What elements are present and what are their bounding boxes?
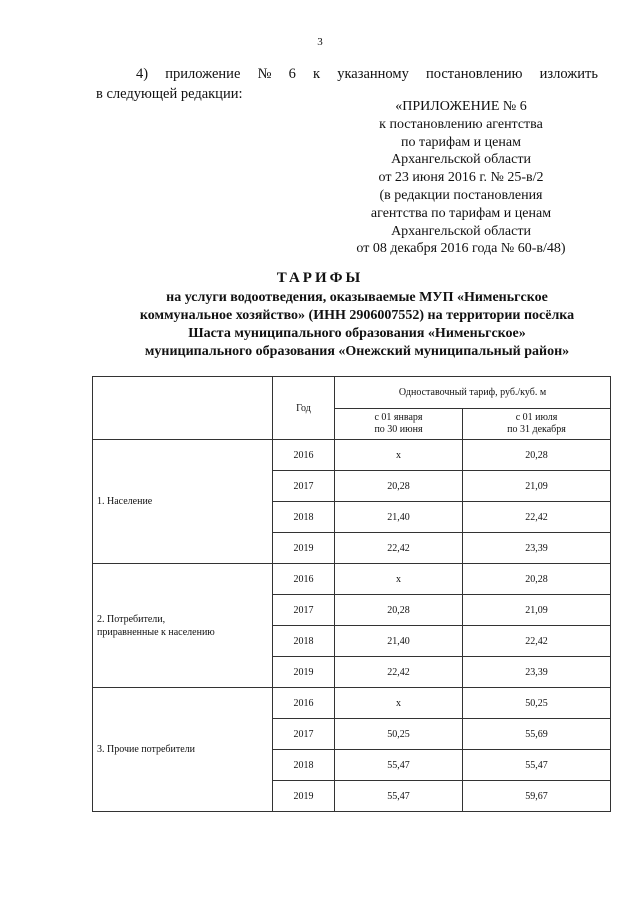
appendix-line: Архангельской области [391, 223, 531, 239]
paragraph-word: к [313, 66, 321, 82]
tariff-jul-cell: 20,28 [463, 564, 611, 595]
appendix-block [318, 98, 604, 258]
consumer-line: 3. Прочие потребители [97, 744, 196, 755]
page-number: 3 [317, 36, 323, 48]
consumer-line: приравненные к населению [97, 626, 215, 638]
period-jan-header [335, 409, 463, 440]
appendix-line: от 23 июня 2016 г. № 25-в/2 [378, 170, 544, 186]
tariff-jul-cell: 20,28 [463, 440, 611, 471]
tariff-jan-cell: 21,40 [335, 626, 463, 657]
year-cell: 2016 [273, 440, 335, 471]
paragraph-word: изложить [539, 66, 598, 82]
subtitle-line: Шаста муниципального образования «Нименьгское» [188, 326, 526, 341]
tariff-jan-cell: 20,28 [335, 471, 463, 502]
tariff-jul-cell: 22,42 [463, 626, 611, 657]
paragraph-word: указанному [337, 66, 409, 82]
tariff-jan-cell: 55,47 [335, 750, 463, 781]
consumer-category [93, 688, 273, 812]
table-row [93, 688, 611, 719]
tariff-jan-cell: х [335, 688, 463, 719]
table-row [93, 564, 611, 595]
subtitle-line: муниципального образования «Онежский муниципальный район» [144, 344, 570, 359]
tariff-jul-cell: 55,69 [463, 719, 611, 750]
year-cell: 2016 [273, 564, 335, 595]
period-jul-header [463, 409, 611, 440]
period-jul-line: по 31 декабря [507, 424, 566, 435]
year-cell: 2018 [273, 502, 335, 533]
document-title: ТАРИФЫ [276, 270, 364, 286]
appendix-line: от 08 декабря 2016 года № 60-в/48) [356, 241, 566, 257]
appendix-line: Архангельской области [391, 152, 531, 168]
table-row [93, 440, 611, 471]
tariff-header: Одноставочный тариф, руб./куб. м [335, 377, 611, 409]
subtitle-line: на услуги водоотведения, оказываемые МУП «Нименьгское [166, 290, 548, 305]
tariff-jul-cell: 21,09 [463, 471, 611, 502]
tariff-jan-cell: 20,28 [335, 595, 463, 626]
period-jan-line: с 01 января [374, 412, 423, 423]
year-header: Год [273, 377, 335, 440]
period-jul-line: с 01 июля [515, 412, 558, 423]
year-cell: 2019 [273, 781, 335, 812]
document-subtitle [104, 289, 610, 361]
tariff-jul-cell: 23,39 [463, 657, 611, 688]
consumer-category [93, 440, 273, 564]
paragraph-line-1 [96, 64, 598, 84]
appendix-line: агентства по тарифам и ценам [370, 205, 552, 221]
year-cell: 2019 [273, 533, 335, 564]
tariff-jul-cell: 50,25 [463, 688, 611, 719]
tariff-table [92, 376, 611, 812]
paragraph-word: № [257, 66, 272, 82]
appendix-line: «ПРИЛОЖЕНИЕ № 6 [395, 99, 527, 114]
tariff-jan-cell: 55,47 [335, 781, 463, 812]
paragraph-word: постановлению [425, 66, 523, 82]
tariff-jul-cell: 22,42 [463, 502, 611, 533]
consumer-line: 2. Потребители, [97, 613, 166, 625]
period-jan-line: по 30 июня [374, 424, 423, 435]
paragraph-word: приложение [165, 66, 241, 82]
year-cell: 2017 [273, 595, 335, 626]
tariff-jul-cell: 55,47 [463, 750, 611, 781]
tariff-jan-cell: 50,25 [335, 719, 463, 750]
consumer-line: 1. Население [97, 496, 153, 507]
tariff-jan-cell: 22,42 [335, 533, 463, 564]
appendix-line: (в редакции постановления [379, 187, 543, 203]
year-cell: 2017 [273, 719, 335, 750]
year-cell: 2018 [273, 750, 335, 781]
consumer-header-cell [93, 377, 273, 440]
tariff-jul-cell: 23,39 [463, 533, 611, 564]
year-cell: 2018 [273, 626, 335, 657]
appendix-line: к постановлению агентства [379, 116, 543, 132]
paragraph-line-2: в следующей редакции: [96, 86, 243, 102]
paragraph-word: 6 [288, 66, 296, 82]
consumer-category [93, 564, 273, 688]
tariff-jan-cell: 22,42 [335, 657, 463, 688]
tariff-jan-cell: х [335, 564, 463, 595]
paragraph-word: 4) [136, 66, 149, 82]
tariff-jan-cell: 21,40 [335, 502, 463, 533]
year-cell: 2016 [273, 688, 335, 719]
tariff-jul-cell: 59,67 [463, 781, 611, 812]
tariff-jan-cell: х [335, 440, 463, 471]
year-cell: 2019 [273, 657, 335, 688]
table-header-row [93, 377, 611, 409]
subtitle-line: коммунальное хозяйство» (ИНН 2906007552) на территории посёлка [139, 308, 575, 323]
tariff-jul-cell: 21,09 [463, 595, 611, 626]
appendix-line: по тарифам и ценам [401, 134, 521, 150]
year-cell: 2017 [273, 471, 335, 502]
